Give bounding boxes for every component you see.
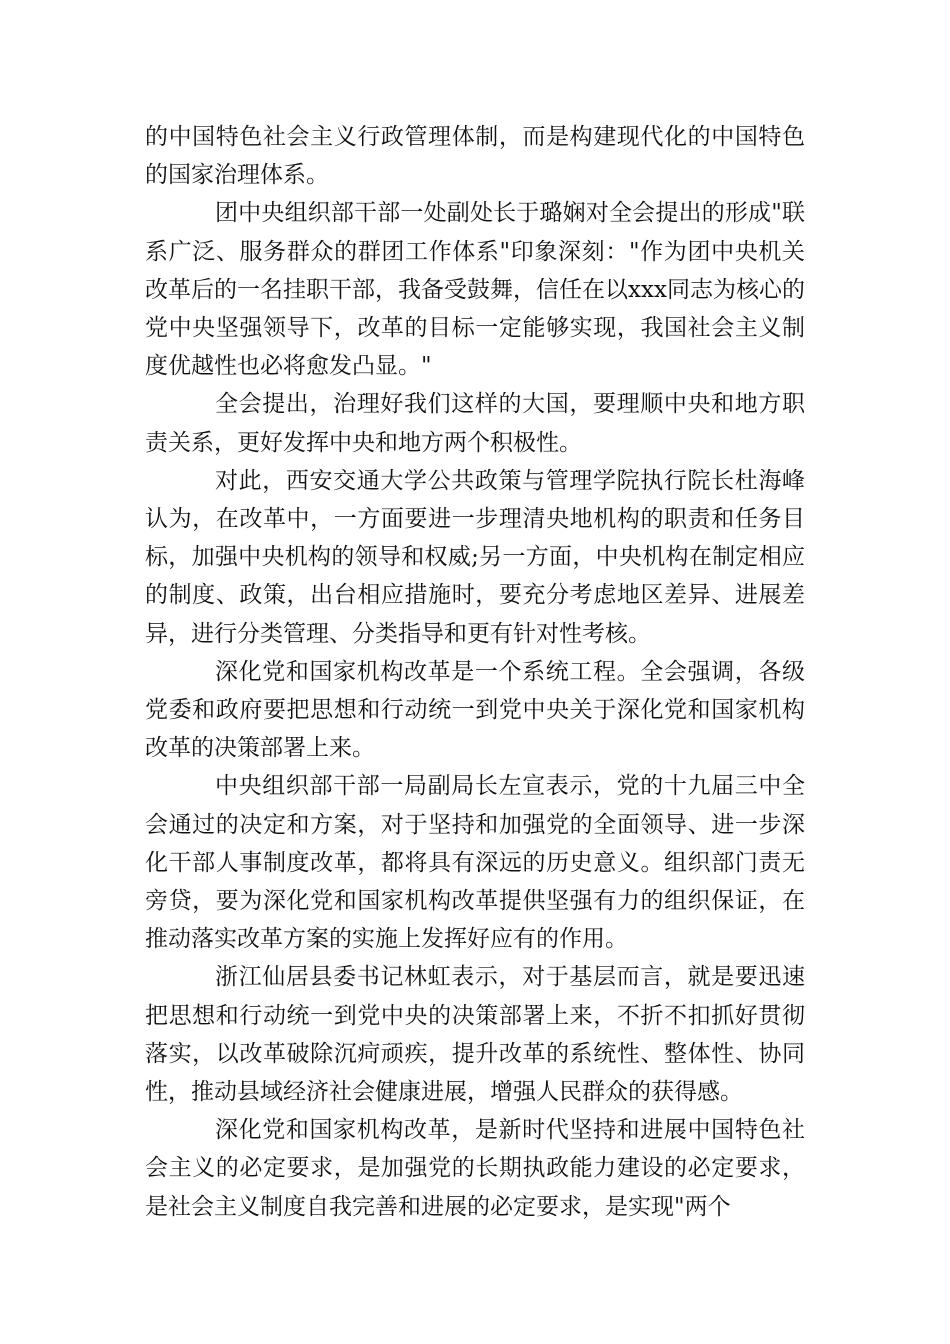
paragraph: 浙江仙居县委书记林虹表示，对于基层而言，就是要迅速把思想和行动统一到党中央的决策部署上来，不折不扣抓好贯彻落实，以改革破除沉疴顽疾，提升改革的系统性、整体性、协同性，推动县域经济社会健康进展，增强人民群众的获得感。 [145, 964, 805, 1106]
paragraph: 团中央组织部干部一处副处长于璐娴对全会提出的形成"联系广泛、服务群众的群团工作体系"印象深刻："作为团中央机关改革后的一名挂职干部，我备受鼓舞，信任在以xxx同志为核心的党中央坚强领导下，改革的目标一定能够实现，我国社会主义制度优越性也必将愈发凸显。" [145, 200, 805, 380]
paragraph: 全会提出，治理好我们这样的大国，要理顺中央和地方职责关系，更好发挥中央和地方两个积极性。 [145, 391, 805, 456]
paragraph: 的中国特色社会主义行政管理体制，而是构建现代化的中国特色的国家治理体系。 [145, 124, 805, 189]
paragraph: 深化党和国家机构改革是一个系统工程。全会强调，各级党委和政府要把思想和行动统一到党中央关于深化党和国家机构改革的决策部署上来。 [145, 658, 805, 762]
document-body [145, 118, 805, 1226]
paragraph: 对此，西安交通大学公共政策与管理学院执行院长杜海峰认为，在改革中，一方面要进一步理清央地机构的职责和任务目标，加强中央机构的领导和权威;另一方面，中央机构在制定相应的制度、政策，出台相应措施时，要充分考虑地区差异、进展差异，进行分类管理、分类指导和更有针对性考核。 [145, 467, 805, 647]
paragraph: 深化党和国家机构改革，是新时代坚持和进展中国特色社会主义的必定要求，是加强党的长期执政能力建设的必定要求，是社会主义制度自我完善和进展的必定要求，是实现"两个 [145, 1117, 805, 1220]
paragraph: 中央组织部干部一局副局长左宣表示，党的十九届三中全会通过的决定和方案，对于坚持和加强党的全面领导、进一步深化干部人事制度改革，都将具有深远的历史意义。组织部门责无旁贷，要为深化党和国家机构改革提供坚强有力的组织保证，在推动落实改革方案的实施上发挥好应有的作用。 [145, 773, 805, 953]
